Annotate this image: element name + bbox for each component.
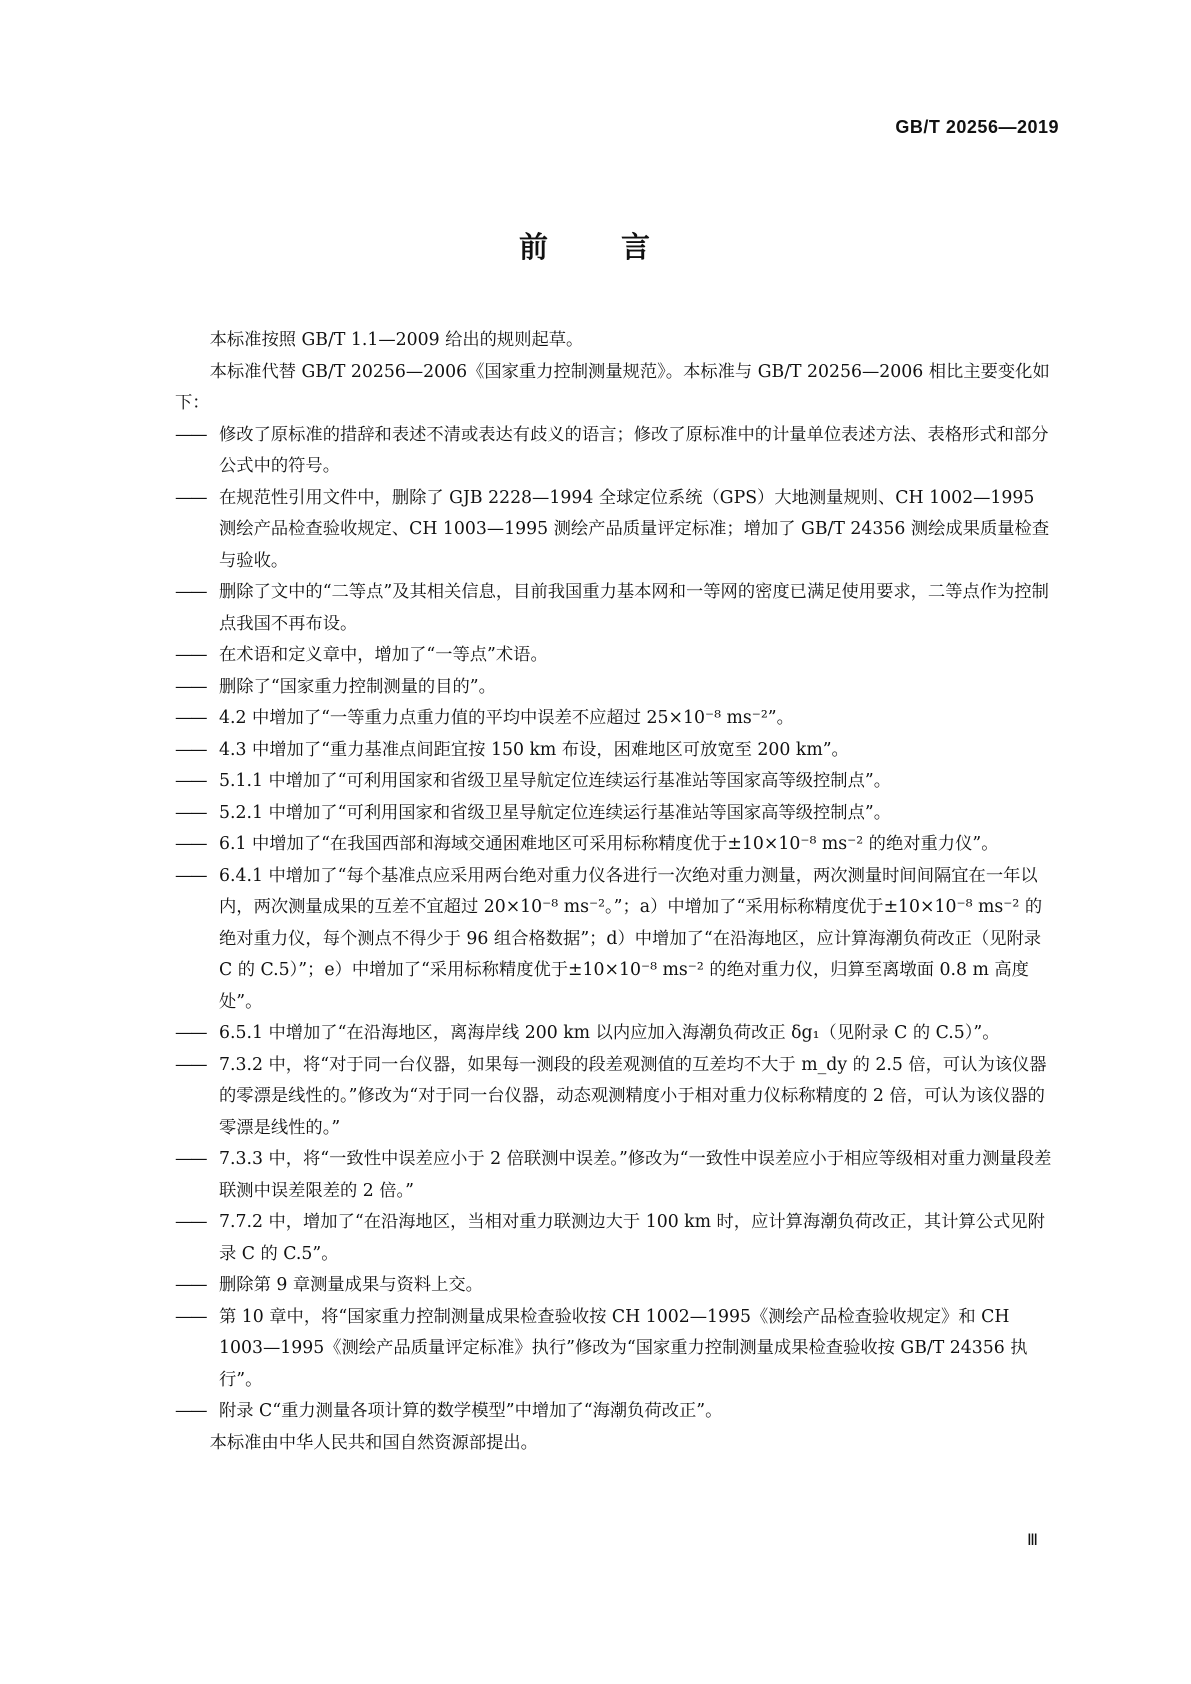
list-dash: —— bbox=[175, 582, 206, 602]
intro-paragraph-2: 本标准代替 GB/T 20256—2006《国家重力控制测量规范》。本标准与 GB/T 20256—2006 相比主要变化如下： bbox=[175, 361, 1050, 413]
change-list-item-text: 修改了原标准的措辞和表述不清或表达有歧义的语言；修改了原标准中的计量单位表述方法、表格形式和部分公式中的符号。 bbox=[219, 424, 1049, 476]
change-list-item-text: 删除了文中的“二等点”及其相关信息，目前我国重力基本网和一等网的密度已满足使用要求，二等点作为控制点我国不再布设。 bbox=[219, 582, 1049, 634]
change-list-item-text: 附录 C“重力测量各项计算的数学模型”中增加了“海潮负荷改正”。 bbox=[219, 1401, 723, 1421]
list-dash: —— bbox=[175, 676, 206, 697]
change-list-item bbox=[175, 672, 1055, 704]
change-list-item bbox=[175, 1050, 1055, 1145]
change-list-item bbox=[175, 861, 1055, 1019]
change-list-item bbox=[175, 829, 1055, 861]
list-dash: —— bbox=[175, 771, 206, 791]
list-dash: —— bbox=[175, 487, 206, 508]
change-list-item-text: 在规范性引用文件中，删除了 GJB 2228—1994 全球定位系统（GPS）大地测量规则、CH 1002—1995 测绘产品检查验收规定、CH 1003—1995 测绘产品质量评定标准；增加了 GB/T 24356 测绘成果质量检查与验收。 bbox=[219, 487, 1050, 571]
change-list-item-text: 第 10 章中，将“国家重力控制测量成果检查验收按 CH 1002—1995《测绘产品检查验收规定》和 CH 1003—1995《测绘产品质量评定标准》执行”修改为“国家重力控制测量成果检查验收按 GB/T 24356 执行”。 bbox=[219, 1306, 1028, 1390]
change-list-item bbox=[175, 1302, 1055, 1397]
change-list-item bbox=[175, 577, 1055, 640]
change-list-item-text: 6.1 中增加了“在我国西部和海域交通困难地区可采用标称精度优于±10×10⁻⁸ ms⁻² 的绝对重力仪”。 bbox=[219, 834, 999, 854]
closing-paragraph: 本标准由中华人民共和国自然资源部提出。 bbox=[209, 1432, 538, 1453]
change-list-item bbox=[175, 1207, 1055, 1270]
change-list-item-text: 删除了“国家重力控制测量的目的”。 bbox=[219, 676, 496, 697]
standard-code: GB/T 20256—2019 bbox=[895, 117, 1059, 137]
change-list-item-text: 5.2.1 中增加了“可利用国家和省级卫星导航定位连续运行基准站等国家高等级控制点”。 bbox=[219, 802, 891, 823]
change-list-item bbox=[175, 640, 1055, 672]
list-dash: —— bbox=[175, 1306, 206, 1327]
change-list-item-text: 7.7.2 中，增加了“在沿海地区，当相对重力联测边大于 100 km 时，应计算海潮负荷改正，其计算公式见附录 C 的 C.5”。 bbox=[219, 1212, 1045, 1264]
list-dash: —— bbox=[175, 1212, 206, 1232]
list-dash: —— bbox=[175, 834, 206, 854]
list-dash: —— bbox=[175, 1054, 206, 1075]
change-list-item-text: 7.3.2 中，将“对于同一台仪器，如果每一测段的段差观测值的互差均不大于 m_dy 的 2.5 倍，可认为该仪器的零漂是线性的。”修改为“对于同一台仪器，动态观测精度小于相对重力仪标称精度的 2 倍，可认为该仪器的零漂是线性的。” bbox=[219, 1054, 1047, 1138]
intro-paragraph-1: 本标准按照 GB/T 1.1—2009 给出的规则起草。 bbox=[209, 330, 584, 350]
change-list-item bbox=[175, 798, 1055, 830]
list-dash: —— bbox=[175, 645, 206, 665]
list-dash: —— bbox=[175, 708, 206, 728]
change-list-item-text: 6.4.1 中增加了“每个基准点应采用两台绝对重力仪各进行一次绝对重力测量，两次测量时间间隔宜在一年以内，两次测量成果的互差不宜超过 20×10⁻⁸ ms⁻²。”；a）中增加了“采用标称精度优于±10×10⁻⁸ ms⁻² 的绝对重力仪，每个测点不得少于 96 组合格数据”；d）中增加了“在沿海地区，应计算海潮负荷改正（见附录 C 的 C.5）”；e）中增加了“采用标称精度优于±10×10⁻⁸ ms⁻² 的绝对重力仪，归算至离墩面 0.8 m 高度处”。 bbox=[219, 865, 1043, 1012]
change-list-item bbox=[175, 1144, 1055, 1207]
list-dash: —— bbox=[175, 1023, 206, 1043]
change-list-item-text: 删除第 9 章测量成果与资料上交。 bbox=[219, 1275, 483, 1295]
change-list-item bbox=[175, 483, 1055, 578]
document-body bbox=[175, 325, 1055, 1459]
page-number: Ⅲ bbox=[1026, 1532, 1038, 1549]
list-dash: —— bbox=[175, 865, 206, 886]
change-list-item-text: 在术语和定义章中，增加了“一等点”术语。 bbox=[219, 645, 548, 665]
change-list-item bbox=[175, 703, 1055, 735]
change-list-item bbox=[175, 1018, 1055, 1050]
change-list-item bbox=[175, 1396, 1055, 1428]
list-dash: —— bbox=[175, 1401, 206, 1421]
change-list-item bbox=[175, 766, 1055, 798]
list-dash: —— bbox=[175, 802, 206, 823]
page-title: 前 言 bbox=[518, 230, 672, 264]
change-list-item bbox=[175, 420, 1055, 483]
change-list-item-text: 7.3.3 中，将“一致性中误差应小于 2 倍联测中误差。”修改为“一致性中误差应小于相应等级相对重力测量段差联测中误差限差的 2 倍。” bbox=[219, 1149, 1052, 1201]
change-list bbox=[175, 420, 1055, 1428]
change-list-item-text: 4.3 中增加了“重力基准点间距宜按 150 km 布设，困难地区可放宽至 200 km”。 bbox=[219, 739, 849, 760]
change-list-item-text: 6.5.1 中增加了“在沿海地区，离海岸线 200 km 以内应加入海潮负荷改正 δg₁（见附录 C 的 C.5）”。 bbox=[219, 1023, 1000, 1043]
list-dash: —— bbox=[175, 1275, 206, 1295]
list-dash: —— bbox=[175, 424, 206, 445]
change-list-item-text: 5.1.1 中增加了“可利用国家和省级卫星导航定位连续运行基准站等国家高等级控制点”。 bbox=[219, 771, 891, 791]
list-dash: —— bbox=[175, 1149, 206, 1169]
change-list-item-text: 4.2 中增加了“一等重力点重力值的平均中误差不应超过 25×10⁻⁸ ms⁻²”。 bbox=[219, 708, 794, 728]
change-list-item bbox=[175, 735, 1055, 767]
change-list-item bbox=[175, 1270, 1055, 1302]
list-dash: —— bbox=[175, 739, 206, 760]
